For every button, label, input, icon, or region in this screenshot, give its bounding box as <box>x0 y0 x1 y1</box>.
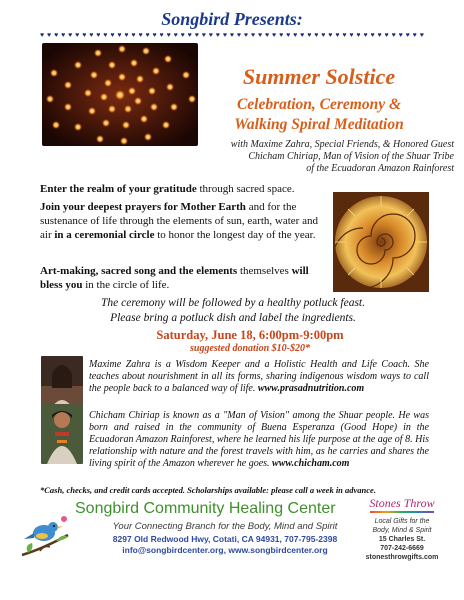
intro-paragraph-3 <box>40 264 330 292</box>
potluck-line-2: Please bring a potluck dish and label the ingredients. <box>110 312 356 324</box>
chicham-website-link[interactable]: www.chicham.com <box>272 458 350 469</box>
stores-address: 15 Charles St. <box>378 536 426 543</box>
p2-bold-1: Join your deepest prayers for Mother Earth <box>40 201 246 213</box>
center-name: Songbird Community Healing Center <box>75 500 336 517</box>
chicham-bio <box>89 410 429 470</box>
p2-mid: and for the sustenance of life through the elements of sun, earth, water and air <box>40 201 318 241</box>
credits-line-1: with Maxime Zahra, Special Friends, & Honored Guest <box>230 139 454 150</box>
credits-line-2: Chicham Chiriap, Man of Vision of the Shuar Tribe <box>248 151 454 162</box>
event-title: Summer Solstice <box>242 64 396 89</box>
suggested-donation: suggested donation $10-$20* <box>189 343 310 354</box>
center-contact-links[interactable]: info@songbirdcenter.org, www.songbirdcenter.org <box>122 545 328 555</box>
rainbow-divider <box>370 511 434 513</box>
potluck-line-1: The ceremony will be followed by a healthy potluck feast. <box>100 297 365 309</box>
stones-throw-ad <box>356 496 448 592</box>
intro-paragraph-2 <box>40 200 330 242</box>
stores-line-1: Local Gifts for the <box>374 518 430 525</box>
potluck-note <box>40 296 426 326</box>
stores-phone: 707-242-6669 <box>380 545 424 552</box>
payment-footnote: *Cash, checks, and credit cards accepted. Scholarships available: please call a week in advance. <box>40 485 376 495</box>
credits-line-3: of the Ecuadoran Amazon Rainforest <box>306 163 454 174</box>
stores-line-2: Body, Mind & Spirit <box>372 527 432 534</box>
spiral-sun-image <box>333 192 429 292</box>
subtitle-line-1: Celebration, Ceremony & <box>236 96 402 113</box>
songbird-logo-icon <box>20 505 72 567</box>
candle-spiral-photo <box>42 43 198 146</box>
p3-bold-1: Art-making, sacred song and the elements <box>40 265 238 277</box>
maxime-bio-text: Maxime Zahra is a Wisdom Keeper and a Holistic Health and Life Coach. She teaches about nourishment in all its forms, sharing indigenous wisdom ways to call the people back to a balanced way of life. <box>89 359 429 394</box>
center-address: 8297 Old Redwood Hwy, Cotati, CA 94931, 707-795-2398 <box>112 534 338 544</box>
p1-bold: Enter the realm of your gratitude <box>40 183 197 195</box>
event-subtitle <box>200 95 438 135</box>
heart-border: ♥ ♥ ♥ ♥ ♥ ♥ ♥ ♥ ♥ ♥ ♥ ♥ ♥ ♥ ♥ ♥ ♥ ♥ ♥ ♥ ♥ ♥ ♥ ♥ ♥ ♥ ♥ ♥ ♥ ♥ ♥ ♥ ♥ ♥ ♥ ♥ ♥ ♥ ♥ ♥ ♥ ♥ ♥ ♥ ♥ ♥ ♥ ♥ ♥ ♥ ♥ ♥ ♥ ♥ ♥ <box>40 31 424 39</box>
maxime-website-link[interactable]: www.prasadnutrition.com <box>257 383 365 394</box>
p2-end: to honor the longest day of the year. <box>157 229 316 241</box>
p1-rest: through sacred space. <box>199 183 295 195</box>
p2-bold-2: in a ceremonial circle <box>54 229 155 241</box>
subtitle-line-2: Walking Spiral Meditation <box>234 116 404 133</box>
p3-mid: themselves <box>239 265 289 277</box>
chicham-photo <box>41 404 83 464</box>
p3-end: in the circle of life. <box>85 279 170 291</box>
center-tagline: Your Connecting Branch for the Body, Mind and Spirit <box>112 521 338 532</box>
stores-website[interactable]: stonesthrowgifts.com <box>365 554 439 561</box>
chicham-bio-text: Chicham Chiriap is known as a "Man of Vision" among the Shuar people. He was born and raised in the community of Buena Esperanza (Good Hope) in the Ecuadoran Amazon Rainforest, where he learned his life purpose at the age of 8. His relationship with nature and the forest travels with him, as he carries and shares the living spirit of the Amazon wherever he goes. <box>89 410 429 469</box>
header-title: Songbird Presents: <box>161 9 303 29</box>
p3-bold-2: will bless you <box>40 265 309 291</box>
stones-throw-logo: Stones Throw <box>369 496 435 510</box>
event-credits <box>184 139 454 175</box>
event-date: Saturday, June 18, 6:00pm-9:00pm <box>156 328 344 342</box>
maxime-bio <box>89 359 429 395</box>
